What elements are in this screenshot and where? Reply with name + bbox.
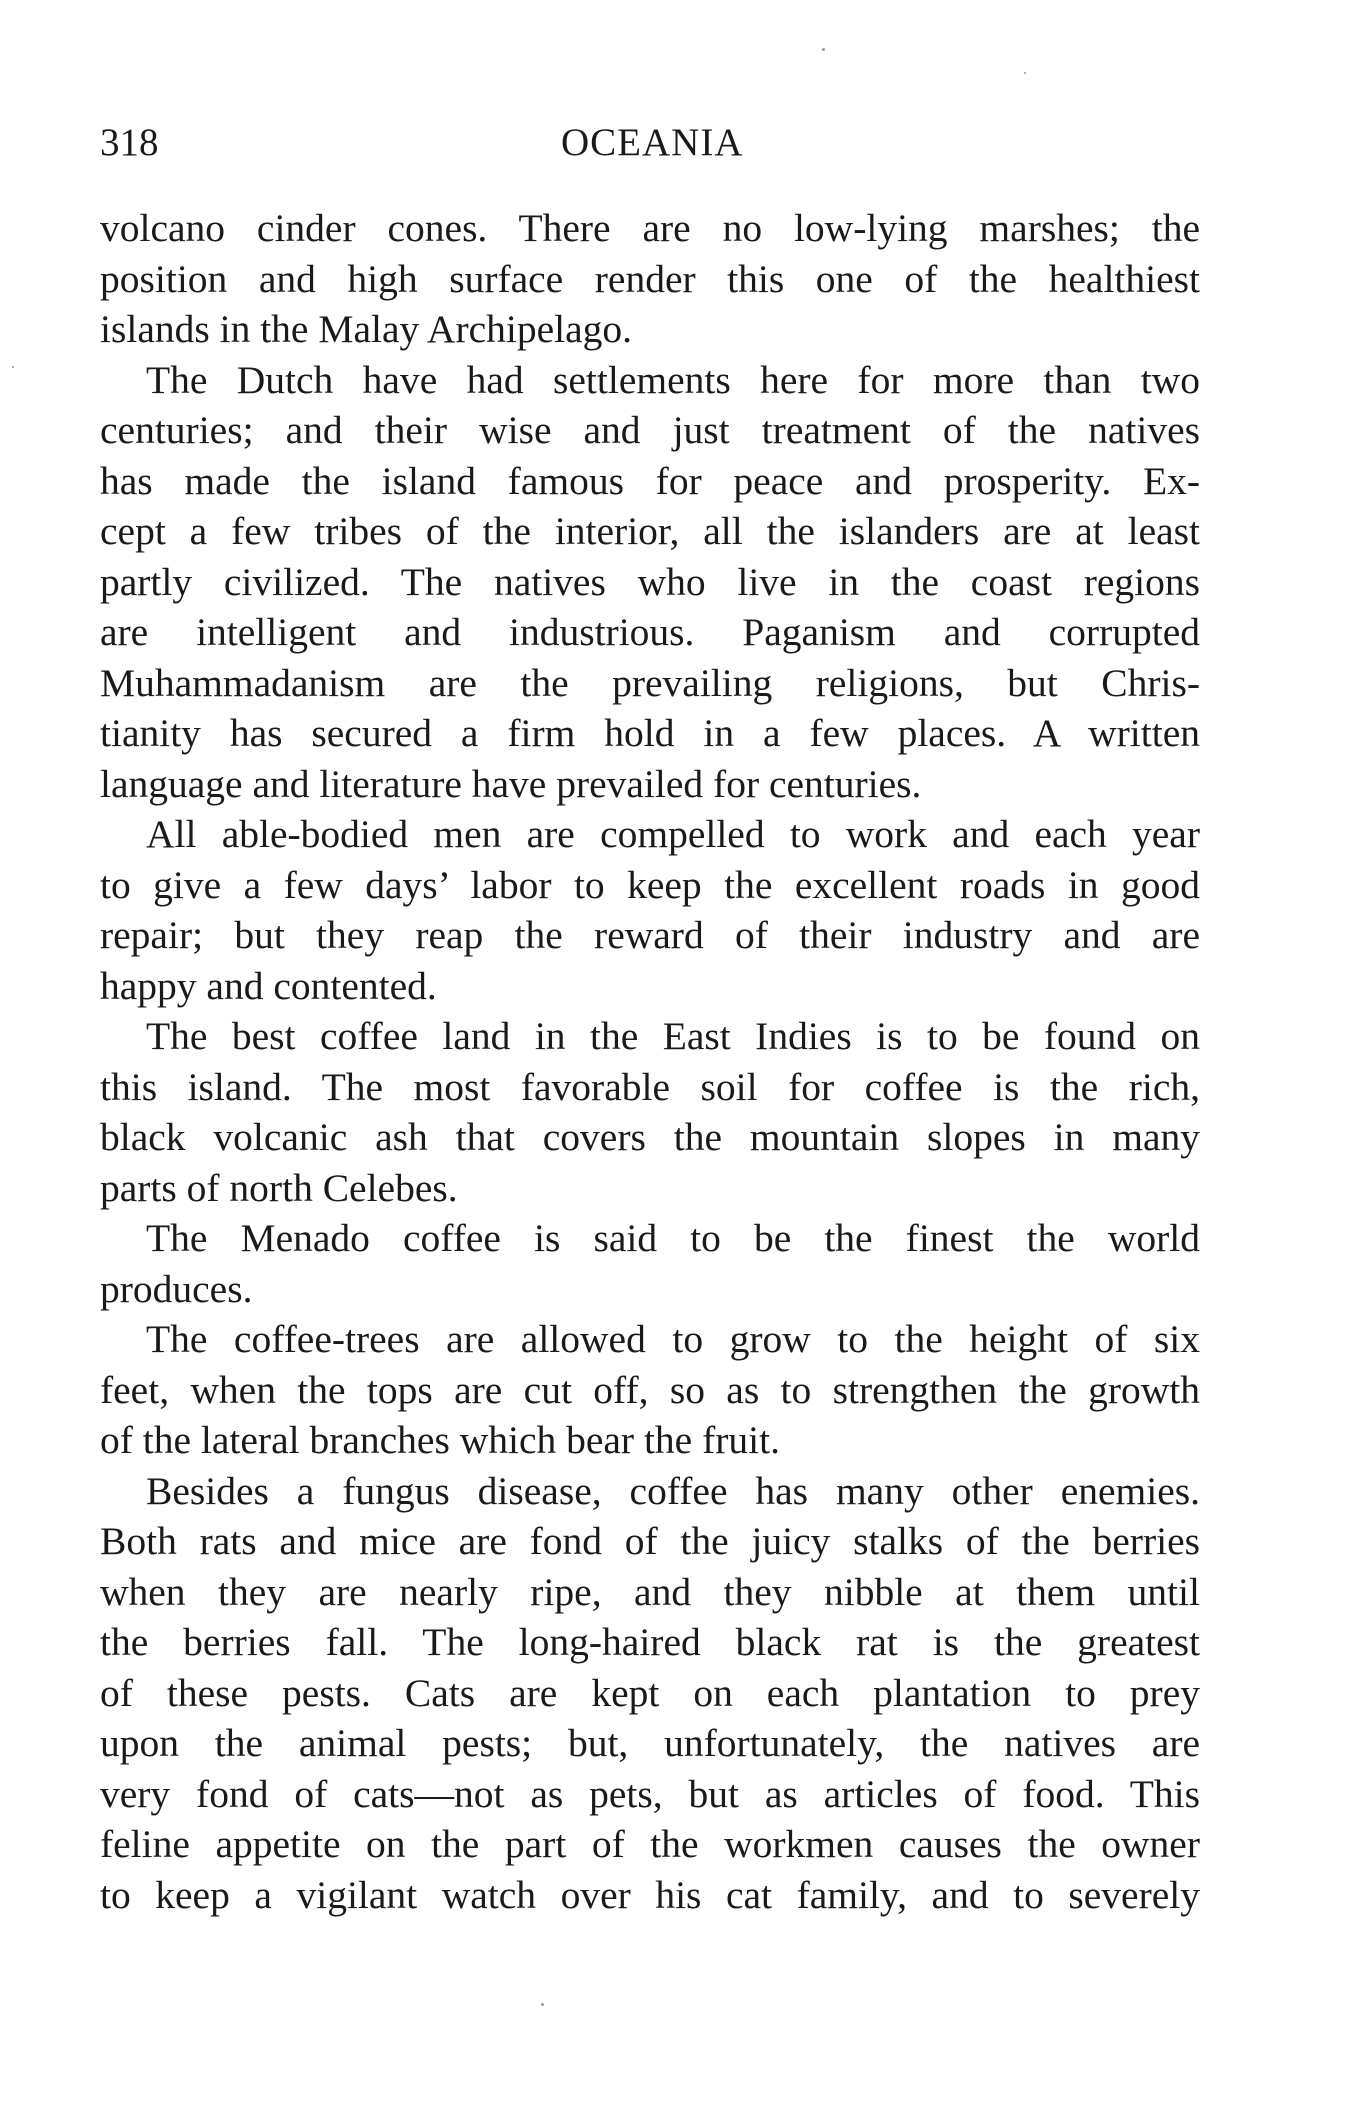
page-number: 318 bbox=[100, 121, 159, 164]
text-line: feline appetite on the part of the workmen causes the owner bbox=[100, 1822, 1200, 1866]
text-line: centuries; and their wise and just treatment of the natives bbox=[100, 408, 1200, 452]
text-line: of the lateral branches which bear the fruit. bbox=[100, 1418, 780, 1462]
text-line: this island. The most favorable soil for coffee is the rich, bbox=[100, 1064, 1200, 1109]
paper-speck bbox=[1024, 72, 1026, 74]
paragraph-first-line: All able-bodied men are compelled to work and each year bbox=[146, 812, 1200, 856]
text-line: volcano cinder cones. There are no low-lying marshes; the bbox=[100, 206, 1200, 250]
text-line: when they are nearly ripe, and they nibble at them until bbox=[100, 1569, 1200, 1614]
text-line: language and literature have prevailed for centuries. bbox=[100, 761, 922, 806]
text-line: to keep a vigilant watch over his cat family, and to severely bbox=[100, 1872, 1200, 1917]
text-line: islands in the Malay Archipelago. bbox=[100, 307, 633, 351]
text-line: upon the animal pests; but, unfortunately, the natives are bbox=[100, 1721, 1200, 1765]
text-line: repair; but they reap the reward of their industry and are bbox=[100, 913, 1200, 957]
body-text bbox=[100, 203, 1200, 1920]
paper-speck bbox=[822, 48, 825, 51]
text-line: of these pests. Cats are kept on each plantation to prey bbox=[100, 1670, 1200, 1715]
text-line: black volcanic ash that covers the mountain slopes in many bbox=[100, 1115, 1200, 1159]
page-header bbox=[100, 118, 1200, 168]
text-line: parts of north Celebes. bbox=[100, 1165, 458, 1210]
text-line: Muhammadanism are the prevailing religions, but Chris- bbox=[100, 660, 1200, 705]
text-line: are intelligent and industrious. Paganism and corrupted bbox=[100, 610, 1200, 654]
paragraph-first-line: The best coffee land in the East Indies is to be found on bbox=[146, 1014, 1200, 1058]
paper-speck bbox=[541, 2003, 544, 2006]
text-line: feet, when the tops are cut off, so as to strengthen the growth bbox=[100, 1367, 1200, 1412]
paragraph-first-line: The Menado coffee is said to be the finest the world bbox=[146, 1216, 1200, 1260]
text-line: happy and contented. bbox=[100, 963, 437, 1008]
text-line: cept a few tribes of the interior, all the islanders are at least bbox=[100, 509, 1200, 553]
running-title: OCEANIA bbox=[561, 121, 744, 164]
text-line: produces. bbox=[100, 1266, 253, 1311]
paper-speck bbox=[12, 366, 14, 368]
text-line: has made the island famous for peace and prosperity. Ex- bbox=[100, 458, 1200, 503]
paragraph-first-line: Besides a fungus disease, coffee has many other enemies. bbox=[146, 1468, 1200, 1513]
paragraph-first-line: The coffee-trees are allowed to grow to the height of six bbox=[146, 1317, 1200, 1361]
text-line: partly civilized. The natives who live in the coast regions bbox=[100, 559, 1200, 604]
text-line: very fond of cats—not as pets, but as articles of food. This bbox=[100, 1771, 1200, 1816]
text-line: the berries fall. The long-haired black rat is the greatest bbox=[100, 1620, 1200, 1664]
paragraph-first-line: The Dutch have had settlements here for more than two bbox=[146, 357, 1200, 402]
text-line: to give a few days’ labor to keep the excellent roads in good bbox=[100, 862, 1200, 907]
text-line: tianity has secured a firm hold in a few places. A written bbox=[100, 711, 1200, 755]
text-line: position and high surface render this one of the healthiest bbox=[100, 256, 1200, 301]
text-line: Both rats and mice are fond of the juicy stalks of the berries bbox=[100, 1519, 1200, 1563]
